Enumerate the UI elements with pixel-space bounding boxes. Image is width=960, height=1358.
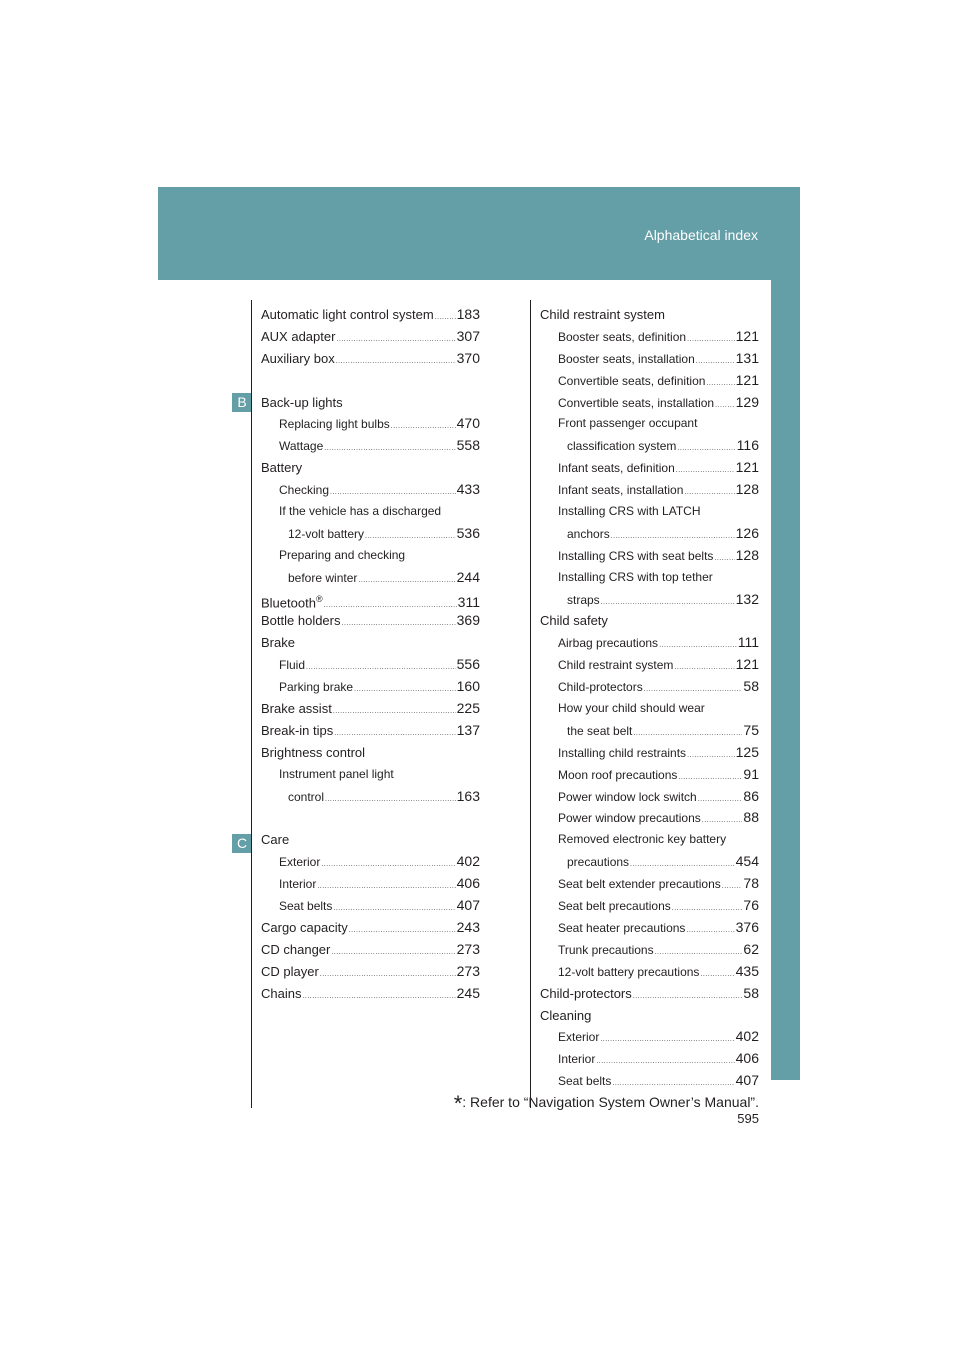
index-subentry: Trunk precautions ..... 62	[540, 939, 759, 961]
index-subentry: control ..... 163	[261, 786, 480, 808]
index-subentry: Seat belt precautions ..... 76	[540, 895, 759, 917]
index-entry: Brake assist ..... 225	[261, 698, 480, 720]
index-column-left	[261, 304, 480, 1005]
index-subentry: Replacing light bulbs ..... 470	[261, 413, 480, 435]
index-subentry: Seat belts ..... 407	[540, 1070, 759, 1092]
index-subentry: Booster seats, installation ..... 131	[540, 348, 759, 370]
index-entry: Chains ..... 245	[261, 983, 480, 1005]
index-subentry: Airbag precautions ..... 111	[540, 632, 759, 654]
index-subentry: Moon roof precautions ..... 91	[540, 764, 759, 786]
index-subentry: 12-volt battery precautions ..... 435	[540, 961, 759, 983]
left-divider	[251, 300, 252, 1108]
footnote	[454, 1091, 759, 1117]
header-band	[158, 187, 800, 280]
letter-badge-b: B	[232, 393, 252, 412]
index-heading: Battery	[261, 460, 303, 476]
index-subentry: Parking brake ..... 160	[261, 676, 480, 698]
index-entry: CD changer ..... 273	[261, 939, 480, 961]
index-subentry: Wattage ..... 558	[261, 435, 480, 457]
index-subentry: Seat belt extender precautions ..... 78	[540, 873, 759, 895]
index-subentry: straps ..... 132	[540, 589, 759, 611]
index-subheading: If the vehicle has a discharged	[279, 504, 442, 519]
index-subentry: Interior ..... 406	[540, 1048, 759, 1070]
index-entry: Break-in tips ..... 137	[261, 720, 480, 742]
index-subentry: 12-volt battery ..... 536	[261, 523, 480, 545]
index-entry: CD player ..... 273	[261, 961, 480, 983]
page-number: 595	[737, 1111, 759, 1126]
center-divider	[530, 300, 531, 1108]
index-subentry: Child-protectors ..... 58	[540, 676, 759, 698]
index-heading: Child safety	[540, 613, 608, 629]
index-subentry: Booster seats, definition ..... 121	[540, 326, 759, 348]
index-subentry: Checking ..... 433	[261, 479, 480, 501]
index-subentry: Installing child restraints ..... 125	[540, 742, 759, 764]
index-entry: Auxiliary box ..... 370	[261, 348, 480, 370]
index-subentry: Infant seats, definition ..... 121	[540, 457, 759, 479]
index-subheading: How your child should wear	[558, 701, 705, 716]
index-subentry: anchors ..... 126	[540, 523, 759, 545]
letter-badge-c: C	[232, 834, 252, 853]
index-subentry: Child restraint system ..... 121	[540, 654, 759, 676]
index-entry: Automatic light control system ..... 183	[261, 304, 480, 326]
index-subentry: the seat belt ..... 75	[540, 720, 759, 742]
index-subentry: Convertible seats, definition ..... 121	[540, 370, 759, 392]
index-subentry: Power window precautions ..... 88	[540, 807, 759, 829]
index-entry: Child-protectors ..... 58	[540, 983, 759, 1005]
index-subentry: Seat belts ..... 407	[261, 895, 480, 917]
index-subentry: Exterior ..... 402	[261, 851, 480, 873]
index-subheading: Installing CRS with LATCH	[558, 504, 701, 519]
index-entry: Bluetooth® ..... 311	[261, 589, 480, 611]
side-tab	[771, 280, 800, 1080]
index-subheading: Installing CRS with top tether	[558, 569, 713, 584]
index-heading: Back-up lights	[261, 394, 343, 410]
footnote-star: *	[453, 1091, 463, 1116]
index-column-right	[540, 304, 759, 1092]
index-entry: Cargo capacity ..... 243	[261, 917, 480, 939]
index-subentry: Infant seats, installation ..... 128	[540, 479, 759, 501]
index-heading: Cleaning	[540, 1007, 592, 1023]
index-heading: Child restraint system	[540, 307, 665, 322]
index-subheading: Preparing and checking	[279, 547, 406, 562]
index-subentry: Power window lock switch ..... 86	[540, 786, 759, 808]
index-subheading: Removed electronic key battery	[558, 832, 727, 847]
index-heading: Brightness control	[261, 744, 366, 760]
index-subheading: Instrument panel light	[279, 766, 394, 781]
section-title: Alphabetical index	[644, 227, 758, 243]
index-subentry: Interior ..... 406	[261, 873, 480, 895]
index-heading: Care	[261, 832, 290, 848]
index-subentry: precautions ..... 454	[540, 851, 759, 873]
index-subentry: before winter ..... 244	[261, 567, 480, 589]
index-subentry: Convertible seats, installation ..... 129	[540, 392, 759, 414]
index-subentry: Exterior ..... 402	[540, 1026, 759, 1048]
index-subentry: Installing CRS with seat belts ..... 128	[540, 545, 759, 567]
index-entry: AUX adapter ..... 307	[261, 326, 480, 348]
index-subheading: Front passenger occupant	[558, 416, 698, 431]
index-heading: Brake	[261, 635, 295, 651]
footnote-text: : Refer to “Navigation System Owner’s Manual”.	[462, 1094, 759, 1110]
index-subentry: Fluid ..... 556	[261, 654, 480, 676]
index-subentry: Seat heater precautions ..... 376	[540, 917, 759, 939]
index-subentry: classification system ..... 116	[540, 435, 759, 457]
index-entry: Bottle holders ..... 369	[261, 610, 480, 632]
